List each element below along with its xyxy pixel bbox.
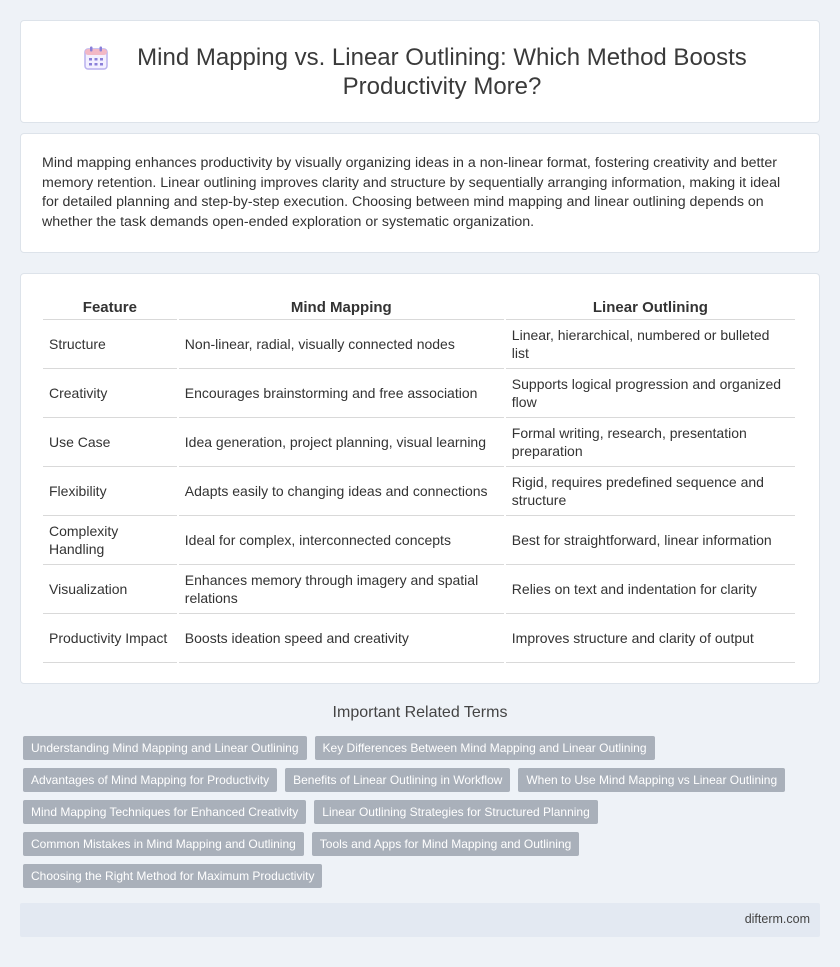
- related-terms-list: [23, 736, 803, 888]
- cell-linear-outlining: Supports logical progression and organized flow: [506, 369, 795, 418]
- cell-feature: Flexibility: [43, 467, 177, 516]
- header: [70, 43, 770, 101]
- related-term-tag[interactable]: Choosing the Right Method for Maximum Productivity: [23, 864, 322, 888]
- related-term-tag[interactable]: Benefits of Linear Outlining in Workflow: [285, 768, 510, 792]
- cell-mind-mapping: Boosts ideation speed and creativity: [179, 614, 504, 663]
- comparison-table: [41, 296, 797, 663]
- page-title: Mind Mapping vs. Linear Outlining: Which Method Boosts Productivity More?: [137, 43, 747, 100]
- table-row: [43, 418, 795, 467]
- cell-feature: Creativity: [43, 369, 177, 418]
- cell-linear-outlining: Improves structure and clarity of output: [506, 614, 795, 663]
- related-term-tag[interactable]: Linear Outlining Strategies for Structured Planning: [314, 800, 598, 824]
- related-term-tag[interactable]: Key Differences Between Mind Mapping and Linear Outlining: [315, 736, 655, 760]
- related-term-tag[interactable]: Mind Mapping Techniques for Enhanced Creativity: [23, 800, 306, 824]
- cell-mind-mapping: Encourages brainstorming and free association: [179, 369, 504, 418]
- related-term-tag[interactable]: Common Mistakes in Mind Mapping and Outlining: [23, 832, 304, 856]
- table-row: [43, 565, 795, 614]
- cell-feature: Use Case: [43, 418, 177, 467]
- cell-feature: Structure: [43, 320, 177, 369]
- table-header-row: [43, 296, 795, 320]
- header-card: [20, 20, 820, 123]
- comparison-card: [20, 273, 820, 684]
- intro-paragraph: Mind mapping enhances productivity by visually organizing ideas in a non-linear format, fostering creativity and better memory retention. Linear outlining improves clarity and structure by sequentially arranging information, making it ideal for detailed planning and step-by-step execution. Choosing between mind mapping and linear outlining depends on whether the task demands open-ended exploration or systematic organization.: [42, 155, 781, 230]
- cell-mind-mapping: Idea generation, project planning, visual learning: [179, 418, 504, 467]
- cell-linear-outlining: Relies on text and indentation for clarity: [506, 565, 795, 614]
- table-row: [43, 467, 795, 516]
- related-terms-title: Important Related Terms: [332, 704, 508, 721]
- intro-card: [20, 133, 820, 253]
- calendar-icon: [83, 45, 109, 71]
- cell-mind-mapping: Non-linear, radial, visually connected nodes: [179, 320, 504, 369]
- cell-linear-outlining: Formal writing, research, presentation preparation: [506, 418, 795, 467]
- header-mind-mapping: Mind Mapping: [179, 296, 504, 320]
- related-term-tag[interactable]: Advantages of Mind Mapping for Productivity: [23, 768, 277, 792]
- related-term-tag[interactable]: Tools and Apps for Mind Mapping and Outlining: [312, 832, 580, 856]
- cell-linear-outlining: Rigid, requires predefined sequence and structure: [506, 467, 795, 516]
- header-feature: Feature: [43, 296, 177, 320]
- cell-feature: Complexity Handling: [43, 516, 177, 565]
- cell-linear-outlining: Linear, hierarchical, numbered or bulleted list: [506, 320, 795, 369]
- table-row: [43, 320, 795, 369]
- cell-linear-outlining: Best for straightforward, linear information: [506, 516, 795, 565]
- header-linear-outlining: Linear Outlining: [506, 296, 795, 320]
- table-row: [43, 369, 795, 418]
- table-row: [43, 516, 795, 565]
- related-term-tag[interactable]: Understanding Mind Mapping and Linear Outlining: [23, 736, 307, 760]
- cell-feature: Productivity Impact: [43, 614, 177, 663]
- footer: [20, 903, 820, 937]
- cell-mind-mapping: Enhances memory through imagery and spatial relations: [179, 565, 504, 614]
- footer-site-link[interactable]: difterm.com: [744, 912, 810, 926]
- cell-feature: Visualization: [43, 565, 177, 614]
- cell-mind-mapping: Adapts easily to changing ideas and connections: [179, 467, 504, 516]
- related-term-tag[interactable]: When to Use Mind Mapping vs Linear Outlining: [518, 768, 785, 792]
- table-row: [43, 614, 795, 663]
- cell-mind-mapping: Ideal for complex, interconnected concepts: [179, 516, 504, 565]
